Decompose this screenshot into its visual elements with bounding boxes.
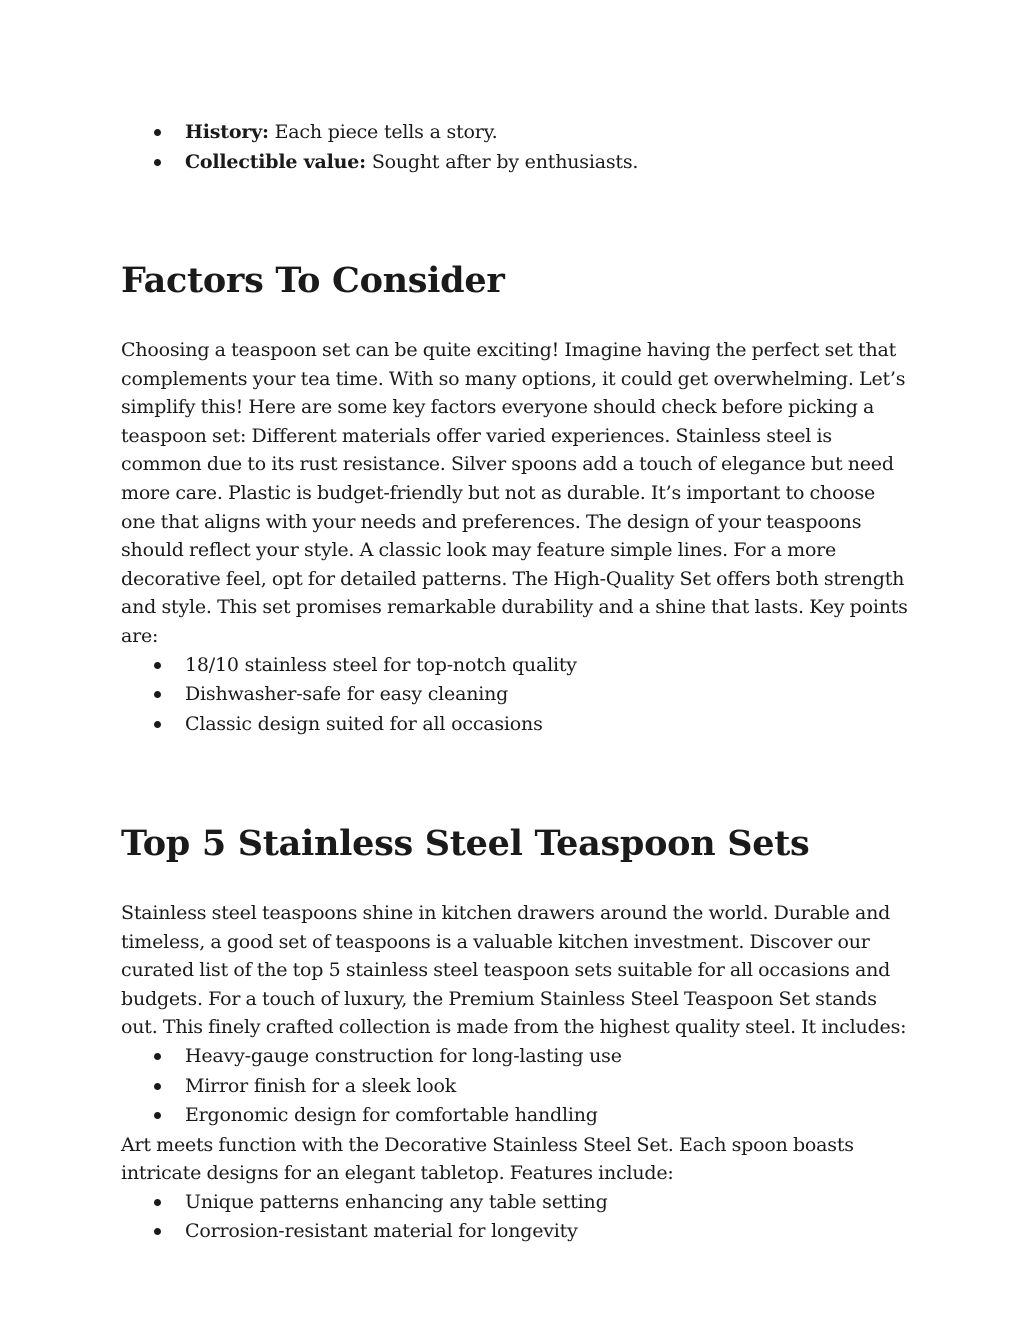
bullet-icon [154,1199,161,1206]
section-paragraph: Art meets function with the Decorative Stainless Steel Set. Each spoon boasts intricate designs for an elegant tabletop. Features include: [121,1133,854,1185]
list-item-text: Classic design suited for all occasions [185,712,543,735]
bullet-icon [154,159,161,166]
premium-set-bullet-list [121,1042,911,1131]
list-item-text: Heavy-gauge construction for long-lasting use [185,1045,622,1067]
section-paragraph: Stainless steel teaspoons shine in kitchen drawers around the world. Durable and timeless, a good set of teaspoons is a valuable kitchen investment. Discover our curated list of the top 5 stainless steel teaspoon sets suitable for all occasions and budgets. For a touch of luxury, the Premium Stainless Steel Teaspoon Set stands out. This finely crafted collection is made from the highest quality steel. It includes: [121,902,907,1039]
intro-bullet-list [121,118,911,177]
section-heading-top5: Top 5 Stainless Steel Teaspoon Sets [121,823,810,865]
list-item [185,651,911,681]
section-heading-factors: Factors To Consider [121,260,505,301]
document-page [121,118,911,1247]
bullet-icon [154,691,161,698]
list-item-text: Corrosion-resistant material for longevity [185,1220,578,1243]
bullet-icon [154,129,161,136]
list-item-text: Ergonomic design for comfortable handling [185,1104,598,1126]
list-item [185,1101,911,1131]
factors-bullet-list [121,651,911,740]
bullet-icon [154,662,161,669]
list-item-text: 18/10 stainless steel for top-notch quality [185,653,577,676]
bullet-icon [154,1228,161,1235]
list-item [185,1042,911,1072]
bullet-icon [154,1112,161,1119]
list-item [185,1188,911,1218]
list-item-text: Mirror finish for a sleek look [185,1074,457,1097]
list-item [185,1072,911,1102]
list-item-text: Unique patterns enhancing any table setting [185,1190,608,1213]
list-item-text: Each piece tells a story. [268,121,498,143]
section-paragraph: Choosing a teaspoon set can be quite exciting! Imagine having the perfect set that complements your tea time. With so many options, it could get overwhelming. Let’s simplify this! Here are some key factors everyone should check before picking a teaspoon set: Different materials offer varied experiences. Stainless steel is common due to its rust resistance. Silver spoons add a touch of elegance but need more care. Plastic is budget-friendly but not as durable. It’s important to choose one that aligns with your needs and preferences. The design of your teaspoons should reflect your style. A classic look may feature simple lines. For a more decorative feel, opt for detailed patterns. The High-Quality Set offers both strength and style. This set promises remarkable durability and a shine that lasts. Key points are: [121,339,908,647]
list-item [185,1217,911,1247]
list-item [185,680,911,710]
bullet-icon [154,1083,161,1090]
bullet-icon [154,1053,161,1060]
list-item-text: Sought after by enthusiasts. [365,150,639,173]
list-item-label: History: [185,121,269,143]
decorative-set-bullet-list [121,1188,911,1247]
bullet-icon [154,721,161,728]
list-item-label: Collectible value: [185,150,366,173]
list-item-text: Dishwasher-safe for easy cleaning [185,683,509,706]
list-item [185,148,911,178]
list-item [185,710,911,740]
list-item [185,118,911,148]
